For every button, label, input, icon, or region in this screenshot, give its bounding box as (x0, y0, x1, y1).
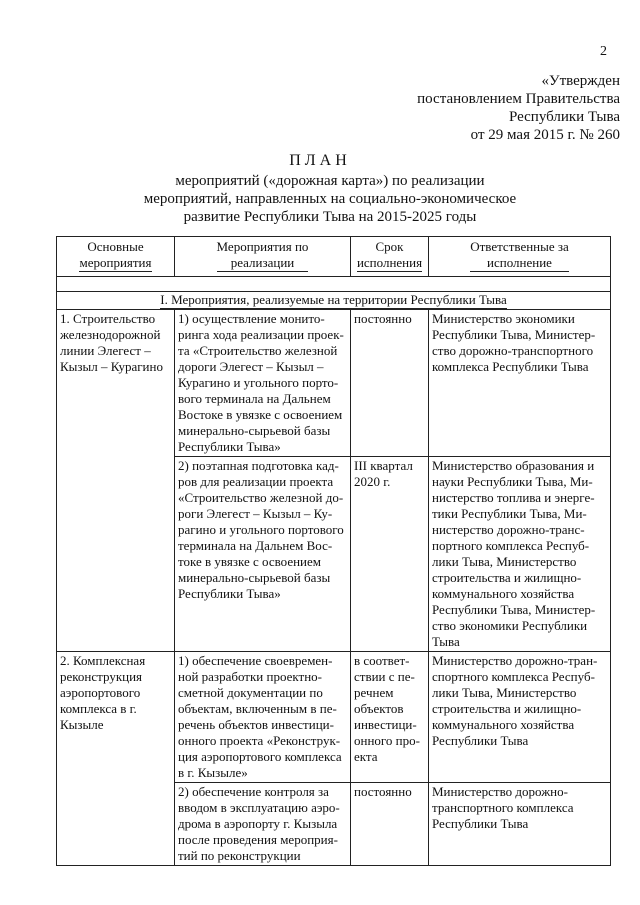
header-cell (57, 237, 175, 277)
approval-line-1: «Утвержден (541, 73, 620, 89)
responsible-cell: Министерство экономики Республики Тыва, Министер- ство дорожно-транспортного комплекса Республики Тыва (429, 310, 611, 457)
responsible-cell: Министерство дорожно-тран- спортного комплекса Респуб- лики Тыва, Министерство строительства и жилищно- коммунального хозяйства Республики Тыва (429, 652, 611, 783)
term-cell: III квартал 2020 г. (351, 457, 429, 652)
action-cell: 1) осуществление монито- ринга хода реализации проек- та «Строительство железной дороги Элегест – Кызыл – Курагино и угольного порто- вого терминала на Дальнем Востоке в увязке с освоением минерально-сырьевой базы Республики Тыва» (175, 310, 351, 457)
spacer-row (57, 277, 611, 292)
table-row (57, 652, 611, 783)
term-cell: постоянно (351, 310, 429, 457)
responsible-cell: Министерство дорожно- транспортного комплекса Республики Тыва (429, 783, 611, 866)
approval-line-4: от 29 мая 2015 г. № 260 (470, 127, 620, 143)
approval-line-3: Республики Тыва (508, 109, 620, 125)
action-cell: 1) обеспечение своевремен- ной разработки проектно- сметной документации по объектам, включенным в пе- речень объектов инвестици- онного проекта «Реконструк- ция аэропортового комплекса в г. Кызыле» (175, 652, 351, 783)
action-cell: 2) поэтапная подготовка кад- ров для реализации проекта «Строительство железной до- роги Элегест – Кызыл – Ку- рагино и угольного портового терминала на Дальнем Вос- токе в увязке с освоением минерально-сырьевой базы Республики Тыва» (175, 457, 351, 652)
section-title: I. Мероприятия, реализуемые на территории Республики Тыва (160, 292, 507, 307)
main-activity-cell: 2. Комплексная реконструкция аэропортового комплекса в г. Кызыле (57, 652, 175, 866)
spacer-cell (57, 277, 611, 292)
table-header-row (57, 237, 611, 277)
responsible-cell: Министерство образования и науки Республики Тыва, Ми- нистерство топлива и энерге- тики Республики Тыва, Ми- нистерство дорожно-транс- портного комплекса Респуб- лики Тыва, Министерство строительства и жилищно- коммунального хозяйства Республики Тыва, Министер- ство экономики Республики Тыва (429, 457, 611, 652)
header-cell (429, 237, 611, 277)
term-cell: постоянно (351, 783, 429, 866)
header-actions: Мероприятия по реализации (216, 239, 309, 270)
plan-title: ПЛАН (289, 152, 351, 169)
header-cell (175, 237, 351, 277)
header-main-activities: Основные мероприятия (79, 239, 152, 270)
table-row (57, 310, 611, 457)
term-cell: в соответ- ствии с пе- речнем объектов инвестици- онного про- екта (351, 652, 429, 783)
section-cell (57, 292, 611, 310)
page-number: 2 (600, 44, 607, 59)
approval-stamp (380, 72, 620, 144)
main-activity-cell: 1. Строительство железнодорожной линии Элегест – Кызыл – Курагино (57, 310, 175, 652)
header-cell (351, 237, 429, 277)
approval-line-2: постановлением Правительства (417, 91, 620, 107)
action-cell: 2) обеспечение контроля за вводом в эксплуатацию аэро- дрома в аэропорту г. Кызыла после проведения мероприя- тий по реконструкции (175, 783, 351, 866)
header-term: Срок исполнения (356, 239, 423, 270)
plan-table (56, 236, 611, 866)
header-responsible: Ответственные за исполнение (470, 239, 569, 270)
section-row (57, 292, 611, 310)
plan-subtitle: мероприятий («дорожная карта») по реализации мероприятий, направленных на социально-экономическое развитие Республики Тыва на 2015-2025 годы (143, 173, 517, 225)
